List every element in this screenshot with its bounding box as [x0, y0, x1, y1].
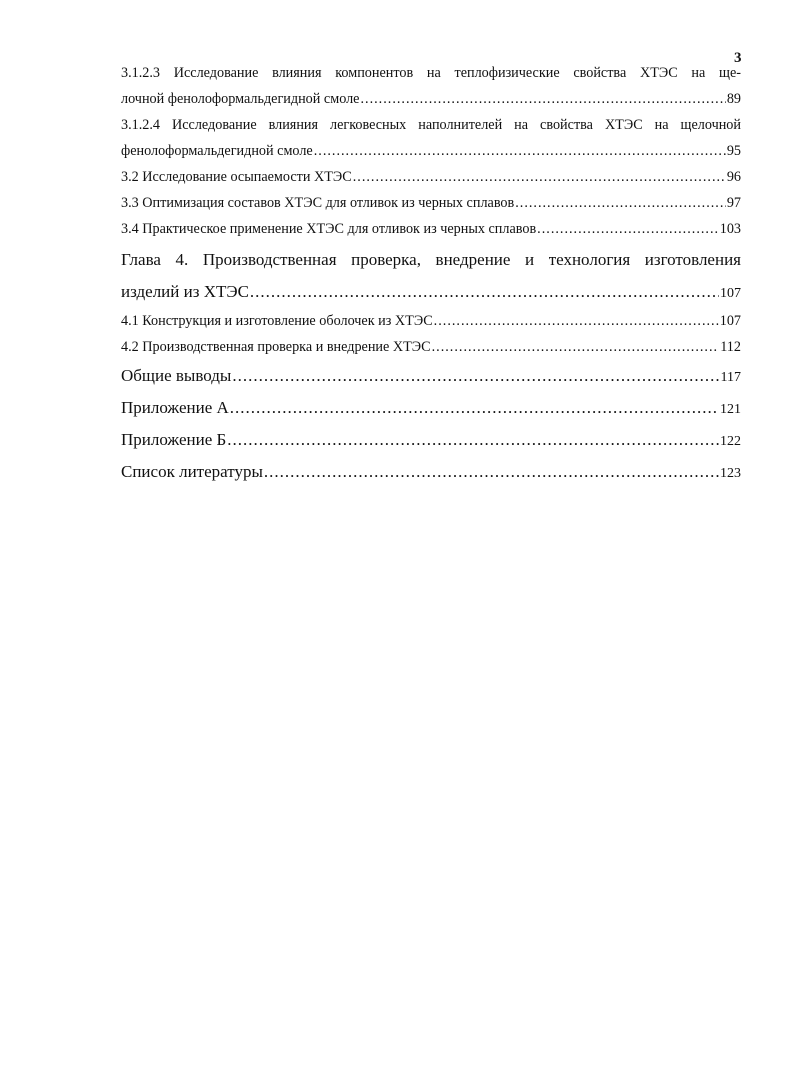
toc-entry-title: Приложение А	[121, 398, 229, 417]
dot-leader	[360, 86, 725, 112]
dot-leader	[432, 334, 720, 360]
toc-entry-title: 3.3 Оптимизация составов ХТЭС для отливок из черных сплавов	[121, 195, 515, 211]
toc-entry-conclusions	[121, 360, 741, 392]
toc-entry-chapter-4	[121, 244, 741, 308]
toc-entry-3-3	[121, 190, 741, 216]
dot-leader	[250, 276, 719, 308]
toc-entry-3-2	[121, 164, 741, 190]
toc-page-number: 97	[726, 195, 741, 211]
dot-leader	[353, 164, 726, 190]
dot-leader	[314, 138, 726, 164]
toc-page-number: 122	[720, 434, 741, 449]
toc-entry-4-2	[121, 334, 741, 360]
toc-entry-bibliography	[121, 456, 741, 488]
toc-page-number: 112	[720, 339, 741, 355]
toc-page-number: 117	[720, 370, 741, 385]
toc-entry-title: Общие выводы	[121, 366, 232, 385]
toc-entry-title: 3.2 Исследование осыпаемости ХТЭС	[121, 169, 352, 185]
toc-entry-appendix-b	[121, 424, 741, 456]
toc-entry-title-line-2: фенолоформальдегидной смоле	[121, 143, 313, 159]
dot-leader	[264, 456, 719, 488]
toc-entry-title-line-1: Глава 4. Производственная проверка, внедрение и технология изготовления	[121, 250, 741, 269]
toc-entry-appendix-a	[121, 392, 741, 424]
dot-leader	[230, 392, 719, 424]
toc-entry-title-line-1: 3.1.2.4 Исследование влияния легковесных наполнителей на свойства ХТЭС на щелочной	[121, 117, 741, 133]
toc-page-number: 107	[720, 286, 741, 301]
toc-entry-4-1	[121, 308, 741, 334]
toc-entry-title: Приложение Б	[121, 430, 227, 449]
toc-page-number: 89	[726, 91, 741, 107]
dot-leader	[227, 424, 719, 456]
toc-entry-title: Список литературы	[121, 462, 263, 481]
toc-entry-title-line-2: лочной фенолоформальдегидной смоле	[121, 91, 360, 107]
page-number: 3	[734, 50, 742, 66]
table-of-contents	[121, 60, 741, 488]
toc-entry-title-line-1: 3.1.2.3 Исследование влияния компонентов на теплофизические свойства ХТЭС на ще-	[121, 65, 741, 81]
dot-leader	[232, 360, 719, 392]
toc-page-number: 121	[720, 402, 741, 417]
toc-page-number: 107	[719, 313, 741, 329]
dot-leader	[537, 216, 719, 242]
toc-entry-3-1-2-3	[121, 60, 741, 112]
toc-entry-title: 3.4 Практическое применение ХТЭС для отливок из черных сплавов	[121, 221, 537, 237]
toc-page-number: 96	[726, 169, 741, 185]
toc-page-number: 95	[726, 143, 741, 159]
dot-leader	[515, 190, 726, 216]
toc-entry-title: 4.2 Производственная проверка и внедрение ХТЭС	[121, 339, 431, 355]
toc-entry-3-1-2-4	[121, 112, 741, 164]
toc-entry-title: 4.1 Конструкция и изготовление оболочек из ХТЭС	[121, 313, 433, 329]
toc-page-number: 123	[720, 466, 741, 481]
toc-page-number: 103	[719, 221, 741, 237]
dot-leader	[434, 308, 719, 334]
toc-entry-3-4	[121, 216, 741, 242]
toc-entry-title-line-2: изделий из ХТЭС	[121, 282, 249, 301]
